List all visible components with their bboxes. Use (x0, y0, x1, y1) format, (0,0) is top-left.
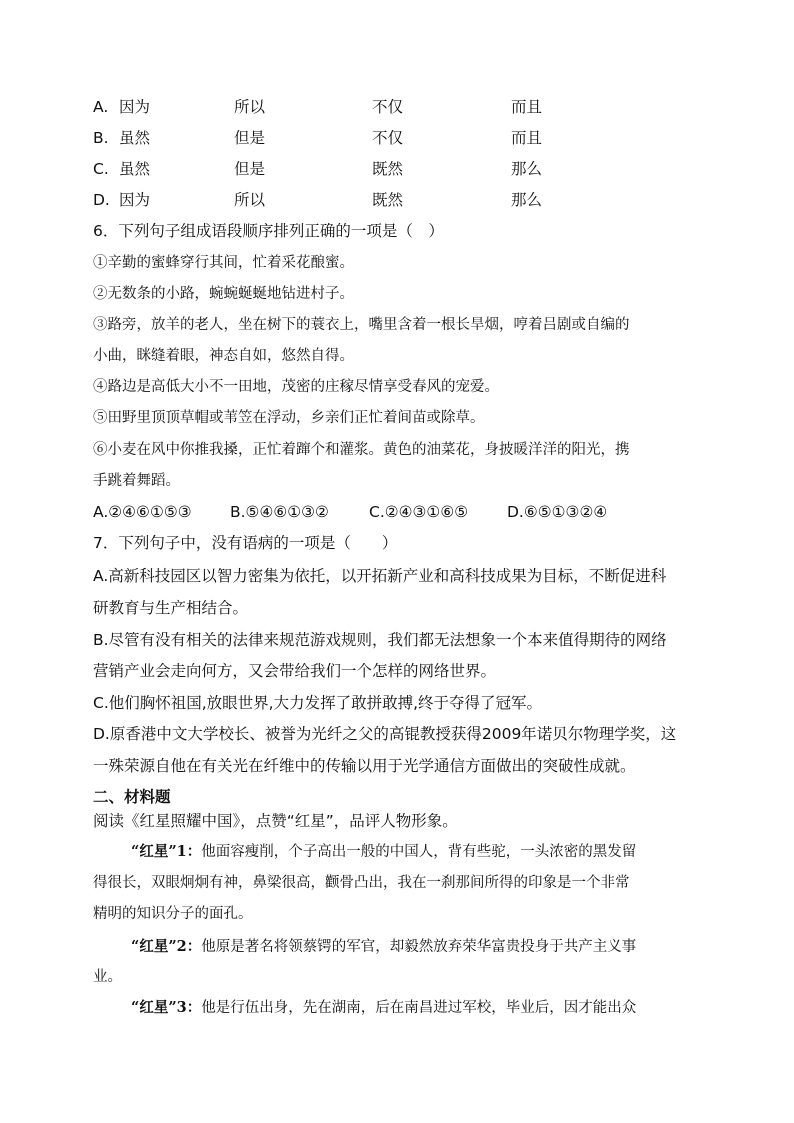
option-cell: 既然 (372, 191, 404, 209)
q7-line: A.高新科技园区以智力密集为依托，以开拓新产业和高科技成果为目标，不断促进科 (93, 567, 667, 585)
q6-sentence: 小曲，眯缝着眼，神态自如，悠然自得。 (93, 348, 354, 364)
q6-choice-d: D.⑥⑤①③②④ (507, 503, 608, 521)
document-page: A. 因为 所以 不仅 而且 B. 虽然 但是 不仅 而且 C. 虽然 但是 既然 那么 D. 因为 所以 既然 那么 6．下列句子组成语段顺序排列正确的一项是（ ） ①辛勤的蜜蜂穿行其间，忙着采花酿蜜。 ②无数条的小路，蜿蜿蜒蜒地钻进村子。 ③路旁，放羊的老人，坐在树下的蓑衣上，嘴里含着一根长旱烟，哼着吕剧或自编的 小曲，眯缝着眼，神态自如，悠然自得。 ④路边是高低大小不一田地，茂密的庄稼尽情享受春风的宠爱。 ⑤田野里顶顶草帽或苇笠在浮动，乡亲们正忙着间苗或除草。 ⑥小麦在风中你推我搡，正忙着蹿个和灌浆。黄色的油菜花，身披暖洋洋的阳光，携 手跳着舞蹈。 A.②④⑥①⑤③ B.⑤④⑥①③② C.②④③①⑥⑤ D.⑥⑤①③②④ 7．下列句子中，没有语病的一项是（ ） A.高新科技园区以智力密集为依托，以开拓新产业和高科技成果为目标，不断促进科 研教育与生产相结合。 B.尽管有没有相关的法律来规范游戏规则，我们都无法想象一个本来值得期待的网络 营销产业会走向何方，又会带给我们一个怎样的网络世界。 C.他们胸怀祖国,放眼世界,大力发挥了敢拼敢搏,终于夺得了冠军。 D.原香港中文大学校长、被誉为光纤之父的高锟教授获得2009年诺贝尔物理学奖，这 一殊荣源自他在有关光在纤维中的传输以用于光学通信方面做出的突破性成就。 二、材料题 阅读《红星照耀中国》，点赞“红星”，品评人物形象。 “红星”1：他面容瘦削，个子高出一般的中国人，背有些驼，一头浓密的黑发留 得很长，双眼炯炯有神，鼻梁很高，颧骨凸出，我在一刹那间所得的印象是一个非常 精明的知识分子的面孔。 “红星”2：他原是著名将领蔡锷的军官，却毅然放弃荣华富贵投身于共产主义事 业。 “红星”3：他是行伍出身，先在湖南，后在南昌进过军校，毕业后，因才能出众 (0, 0, 794, 1123)
red-star-1-line: “红星”1：他面容瘦削，个子高出一般的中国人，背有些驼，一头浓密的黑发留 (131, 843, 637, 860)
q6-choice-c: C.②④③①⑥⑤ (369, 503, 469, 521)
q6-sentence: ⑥小麦在风中你推我搡，正忙着蹿个和灌浆。黄色的油菜花，身披暖洋洋的阳光，携 (93, 442, 630, 458)
q7-line: 研教育与生产相结合。 (93, 599, 249, 617)
q6-sentence: ③路旁，放羊的老人，坐在树下的蓑衣上，嘴里含着一根长旱烟，哼着吕剧或自编的 (93, 317, 630, 333)
red-star-3-label: “红星”3： (131, 999, 202, 1016)
question-7-stem: 7．下列句子中，没有语病的一项是（ ） (93, 534, 398, 552)
option-cell: 既然 (372, 160, 404, 178)
q7-line: C.他们胸怀祖国,放眼世界,大力发挥了敢拼敢搏,终于夺得了冠军。 (93, 694, 543, 712)
q6-sentence: 手跳着舞蹈。 (93, 473, 180, 489)
red-star-2-line: 业。 (93, 969, 122, 985)
red-star-1-line: 得很长，双眼炯炯有神，鼻梁很高，颧骨凸出，我在一刹那间所得的印象是一个非常 (93, 875, 630, 891)
option-cell: 而且 (511, 98, 543, 116)
q7-line: B.尽管有没有相关的法律来规范游戏规则，我们都无法想象一个本来值得期待的网络 (93, 631, 667, 649)
q6-choice-b: B.⑤④⑥①③② (230, 503, 329, 521)
q6-sentence: ②无数条的小路，蜿蜿蜒蜒地钻进村子。 (93, 286, 354, 302)
option-cell: 不仅 (372, 129, 404, 147)
option-cell: 而且 (511, 129, 543, 147)
q6-choices (93, 502, 713, 522)
q7-line: 营销产业会走向何方，又会带给我们一个怎样的网络世界。 (93, 662, 497, 680)
red-star-3-line: “红星”3：他是行伍出身，先在湖南，后在南昌进过军校，毕业后，因才能出众 (131, 999, 637, 1016)
option-cell: 那么 (511, 160, 543, 178)
option-cell: 所以 (234, 191, 266, 209)
q6-sentence: ①辛勤的蜜蜂穿行其间，忙着采花酿蜜。 (93, 255, 354, 271)
option-cell: 所以 (234, 98, 266, 116)
q6-sentence: ⑤田野里顶顶草帽或苇笠在浮动，乡亲们正忙着间苗或除草。 (93, 410, 485, 426)
option-cell: 但是 (234, 129, 266, 147)
red-star-2-label: “红星”2： (131, 938, 202, 955)
option-cell: 但是 (234, 160, 266, 178)
q6-sentence: ④路边是高低大小不一田地，茂密的庄稼尽情享受春风的宠爱。 (93, 379, 499, 395)
option-cell: 那么 (511, 191, 543, 209)
red-star-2-line: “红星”2：他原是著名将领蔡锷的军官，却毅然放弃荣华富贵投身于共产主义事 (131, 938, 637, 955)
red-star-1-line: 精明的知识分子的面孔。 (93, 906, 253, 922)
section-heading: 二、材料题 (93, 788, 171, 806)
question-6-stem: 6．下列句子组成语段顺序排列正确的一项是（ ） (93, 222, 444, 240)
q7-line: D.原香港中文大学校长、被誉为光纤之父的高锟教授获得2009年诺贝尔物理学奖，这 (93, 725, 677, 743)
red-star-1-label: “红星”1： (131, 843, 202, 860)
q6-choice-a: A.②④⑥①⑤③ (93, 503, 192, 521)
q7-line: 一殊荣源自他在有关光在纤维中的传输以用于光学通信方面做出的突破性成就。 (93, 757, 636, 775)
section-intro: 阅读《红星照耀中国》，点赞“红星”，品评人物形象。 (93, 812, 458, 830)
option-cell: 不仅 (372, 98, 404, 116)
